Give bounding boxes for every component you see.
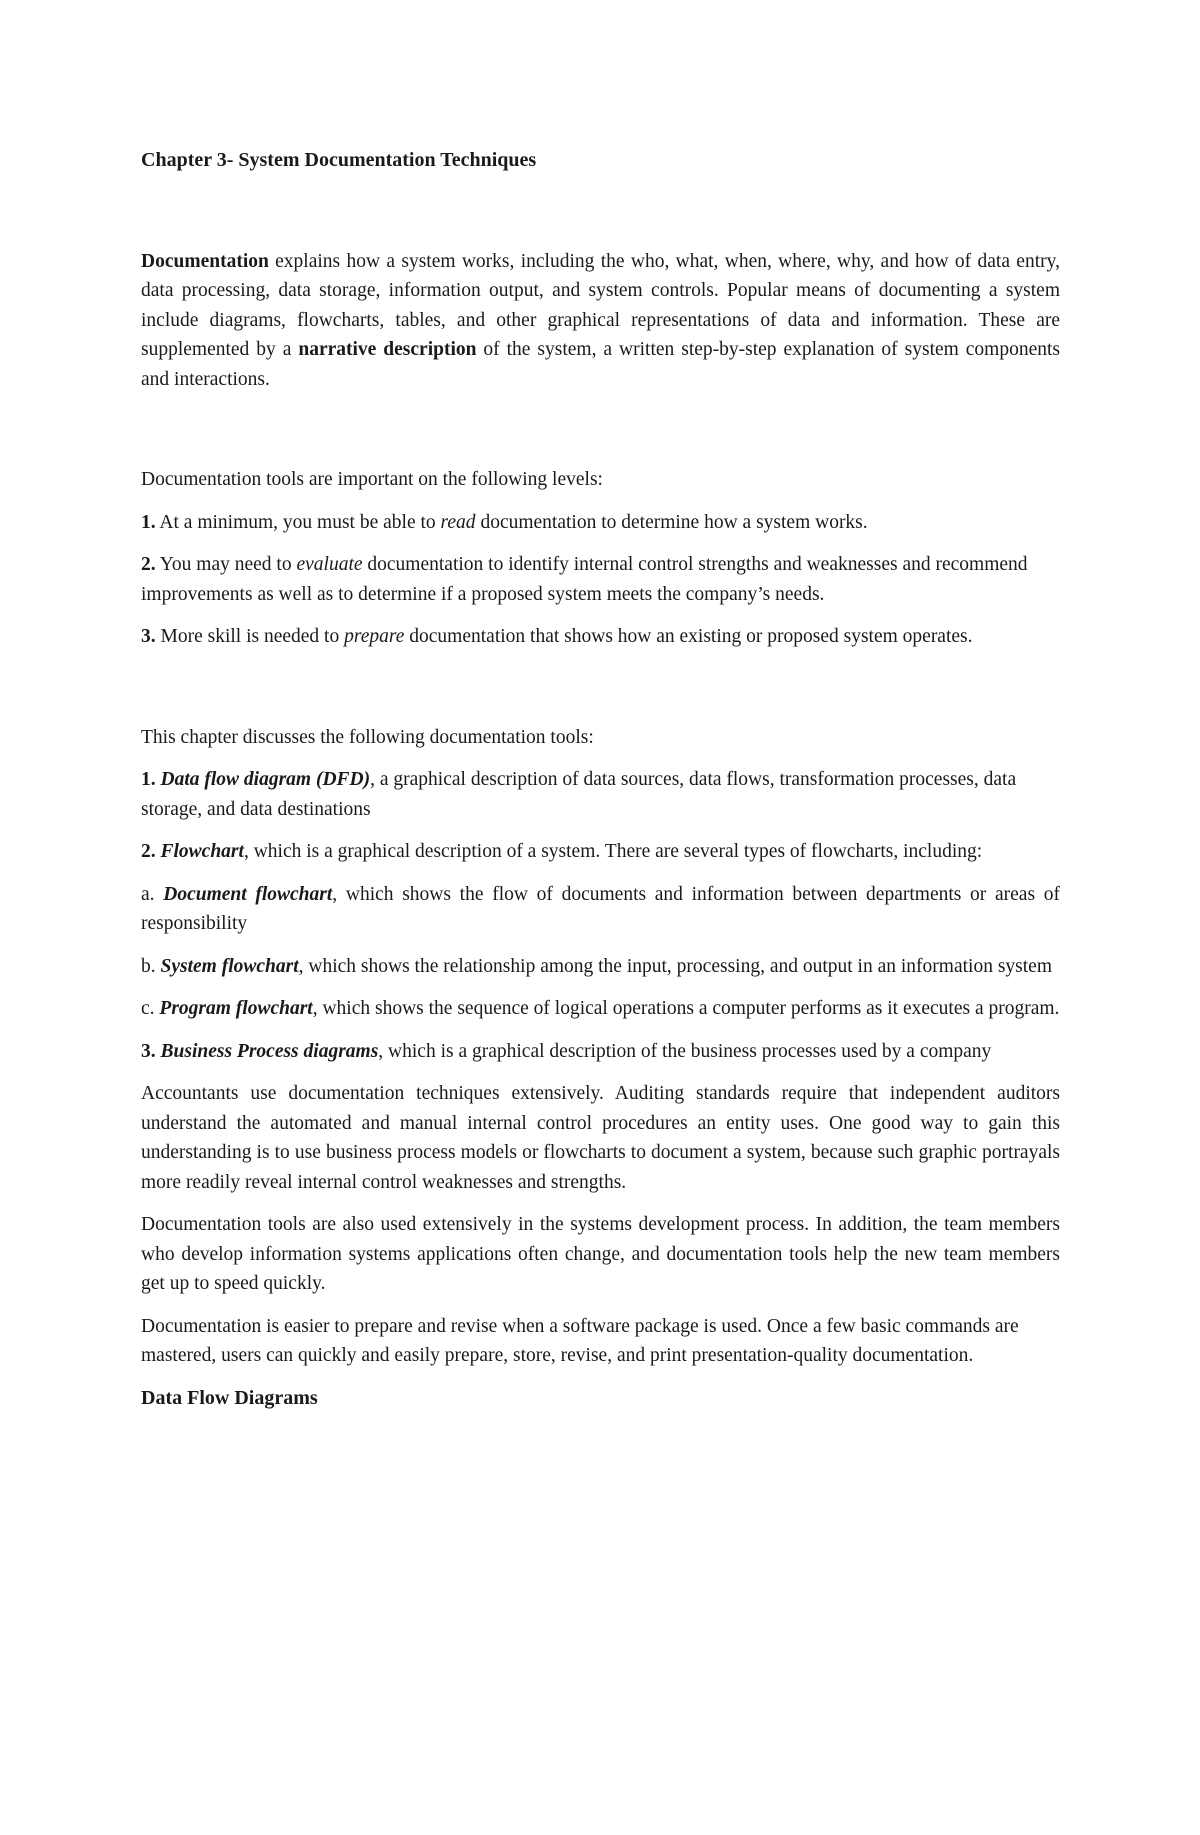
tools-heading: This chapter discusses the following documentation tools: [141, 726, 594, 748]
body-paragraph-software: Documentation is easier to prepare and revise when a software package is used. Once a few basic commands are mastered, users can quickly and easily prepare, store, revise, and print presentation-quality documentation. [141, 1315, 1019, 1366]
level-emphasis: prepare [344, 626, 405, 647]
level-item-3 [141, 622, 1060, 652]
intro-paragraph [141, 247, 1060, 395]
level-text: documentation that shows how an existing or proposed system operates. [404, 626, 973, 647]
level-text: At a minimum, you must be able to [155, 511, 441, 533]
sub-text: , which shows the relationship among the input, processing, and output in an information system [298, 955, 1052, 977]
levels-heading: Documentation tools are important on the following levels: [141, 469, 603, 490]
tool-term: Data flow diagram (DFD) [160, 769, 371, 790]
sub-letter: c. [141, 998, 155, 1019]
level-item-1 [141, 508, 1060, 538]
tool-term: Business Process diagrams [160, 1040, 379, 1062]
tool-term: Flowchart [160, 841, 244, 862]
section-heading: Data Flow Diagrams [141, 1386, 318, 1409]
term-narrative-description: narrative description [298, 339, 477, 360]
tool-item-business-process [141, 1037, 1060, 1067]
sub-text: , which shows the flow of documents and information between departments or areas of responsibility [141, 883, 1060, 934]
tool-sub-program-flowchart [141, 994, 1060, 1024]
tool-text: , which is a graphical description of a system. There are several types of flowcharts, including: [243, 841, 983, 862]
sub-term: System flowchart [160, 955, 299, 977]
tool-text: , which is a graphical description of the business processes used by a company [378, 1040, 992, 1062]
tool-item-dfd [141, 765, 1060, 824]
tool-number: 2. [141, 841, 156, 862]
sub-term: Document flowchart [163, 883, 333, 905]
sub-term: Program flowchart [159, 998, 313, 1019]
level-emphasis: evaluate [296, 554, 363, 575]
intro-text-1: explains how a system works, including the who, what, when, where, why, and how of data entry, data processing, data storage, information output, and system controls. Popular means of documenting a system include diagrams, flowcharts, tables, and other graphical representations of data and information. These are supplemented by a [141, 250, 1060, 360]
level-text: More skill is needed to [155, 626, 345, 647]
level-emphasis: read [440, 511, 476, 533]
sub-letter: a. [141, 883, 155, 905]
level-item-2 [141, 550, 1060, 609]
tool-sub-document-flowchart [141, 880, 1060, 939]
tool-number: 1. [141, 769, 156, 790]
level-text: documentation to determine how a system works. [475, 511, 868, 533]
level-number: 2. [141, 554, 156, 575]
chapter-title: Chapter 3- System Documentation Techniques [141, 149, 537, 171]
tool-text: , a graphical description of data sources, data flows, transformation processes, data storage, and data destinations [141, 769, 1017, 820]
level-number: 1. [141, 511, 156, 533]
sub-letter: b. [141, 955, 156, 977]
body-paragraph-accountants: Accountants use documentation techniques extensively. Auditing standards require that independent auditors understand the automated and manual internal control procedures an entity uses. One good way to gain this understanding is to use business process models or flowcharts to document a system, because such graphic portrayals more readily reveal internal control weaknesses and strengths. [141, 1083, 1060, 1193]
body-paragraph-development: Documentation tools are also used extensively in the systems development process. In addition, the team members who develop information systems applications often change, and documentation tools help the new team members get up to speed quickly. [141, 1214, 1060, 1294]
tool-number: 3. [141, 1040, 156, 1062]
intro-text-2: of the system, a written step-by-step explanation of system components and interactions. [141, 339, 1061, 390]
level-text: You may need to [155, 554, 297, 575]
term-documentation: Documentation [141, 250, 269, 272]
level-text: documentation to identify internal control strengths and weaknesses and recommend improvements as well as to determine if a proposed system meets the company’s needs. [141, 554, 1028, 605]
document-page [141, 146, 1060, 1413]
tool-sub-system-flowchart [141, 952, 1060, 982]
sub-text: , which shows the sequence of logical operations a computer performs as it executes a program. [312, 998, 1060, 1019]
tool-item-flowchart [141, 837, 1060, 867]
level-number: 3. [141, 626, 156, 647]
